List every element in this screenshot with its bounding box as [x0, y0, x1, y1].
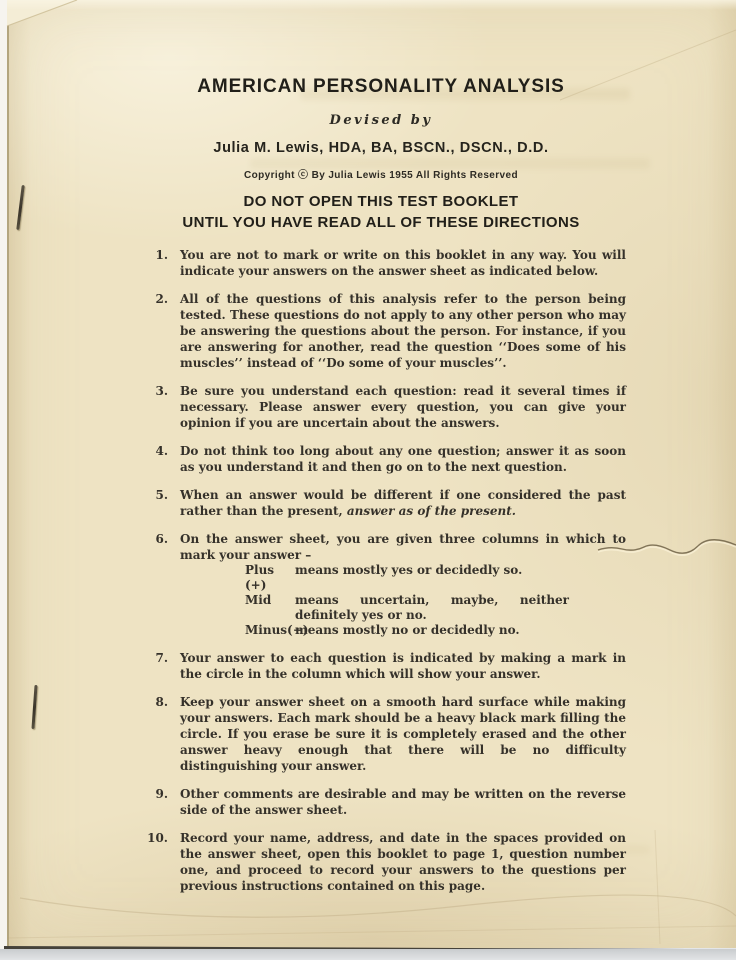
item-text: Be sure you understand each question: read it several times if necessary. Please answer every question, you can give your opinion if you are uncertain about the answers. [180, 384, 626, 430]
item-number: 2. [155, 292, 168, 306]
direction-item-1 [147, 247, 626, 279]
option-desc: means mostly yes or decidedly so. [295, 563, 523, 577]
direction-item-9 [147, 786, 626, 818]
item-number: 4. [155, 444, 168, 458]
warning-line-1: DO NOT OPEN THIS TEST BOOKLET [243, 193, 519, 210]
item-number: 8. [155, 695, 168, 709]
warning-line-2: UNTIL YOU HAVE READ ALL OF THESE DIRECTIONS [182, 214, 580, 231]
direction-item-4 [147, 443, 626, 475]
directions-list [147, 247, 626, 906]
scanner-background [0, 949, 736, 960]
devised-by-label: Devised by [329, 113, 433, 128]
item-text-italic: answer as of the present. [346, 504, 516, 518]
item-text: Record your name, address, and date in the spaces provided on the answer sheet, open this booklet to page 1, question number one, and proceed to record your answers to the questions per previous instructions contained on this page. [180, 831, 626, 893]
direction-item-7 [147, 650, 626, 682]
item-text: Do not think too long about any one question; answer it as soon as you understand it and then go on to the next question. [180, 444, 626, 474]
answer-options [180, 563, 626, 638]
item-text: Other comments are desirable and may be written on the reverse side of the answer sheet. [180, 787, 626, 817]
direction-item-8 [147, 694, 626, 774]
paper-top-edge [7, 0, 736, 10]
item-number: 5. [155, 488, 168, 502]
option-label: Minus(−) [245, 623, 309, 637]
item-number: 6. [155, 532, 168, 546]
item-text: Your answer to each question is indicated by making a mark in the circle in the column which will show your answer. [180, 651, 626, 681]
item-text-lead: When an answer would be different if one considered the past rather than the present, [180, 488, 626, 518]
direction-item-10 [147, 830, 626, 894]
direction-item-3 [147, 383, 626, 431]
direction-item-5 [147, 487, 626, 519]
item-text: You are not to mark or write on this booklet in any way. You will indicate your answers on the answer sheet as indicated below. [180, 248, 626, 278]
item-text: All of the questions of this analysis refer to the person being tested. These questions do not apply to any other person who may be answering the questions about the person. For instance, if you are answering for another, read the question ‘‘Does some of his muscles’’ instead of ‘‘Do some of your muscles’’. [180, 292, 626, 370]
option-row-plus [245, 563, 626, 593]
direction-item-6 [147, 531, 626, 638]
item-number: 7. [155, 651, 168, 665]
author-line: Julia M. Lewis, HDA, BA, BSCN., DSCN., D.D. [213, 140, 549, 156]
item-text [180, 487, 626, 519]
option-desc: means mostly no or decidedly no. [295, 623, 520, 637]
item-text: Keep your answer sheet on a smooth hard surface while making your answers. Each mark should be a heavy black mark filling the circle. If you erase be sure it is completely erased and the other answer heavy enough that there will be no difficulty distinguishing your answer. [180, 695, 626, 773]
item-text [180, 531, 626, 638]
page-title: AMERICAN PERSONALITY ANALYSIS [197, 76, 565, 97]
item-number: 3. [155, 384, 168, 398]
option-row-minus [245, 623, 626, 638]
option-label: Plus (+) [245, 563, 275, 592]
item-number: 9. [155, 787, 168, 801]
item-number: 1. [155, 248, 168, 262]
page-header [26, 76, 736, 231]
option-label: Mid [245, 593, 272, 607]
direction-item-2 [147, 291, 626, 371]
item-number: 10. [147, 831, 168, 845]
copyright-line: Copyright ⓒ By Julia Lewis 1955 All Rights Reserved [244, 170, 518, 181]
option-row-mid [245, 593, 626, 623]
option-desc: means uncertain, maybe, neither definitely yes or no. [295, 593, 569, 622]
item-text-intro: On the answer sheet, you are given three columns in which to mark your answer – [180, 532, 626, 562]
